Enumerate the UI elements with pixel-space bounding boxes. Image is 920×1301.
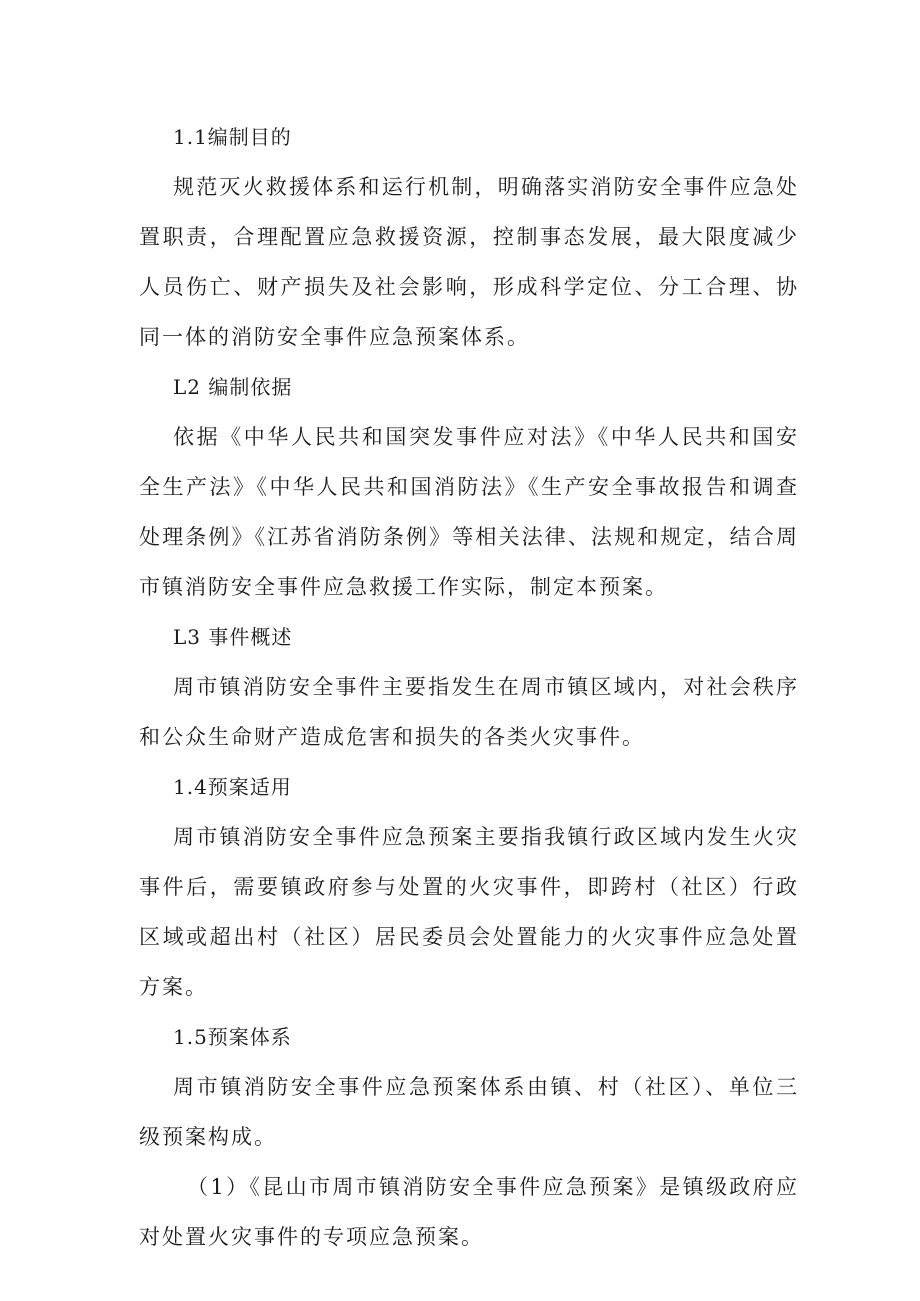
- section-heading-1-1: 1.1编制目的: [173, 125, 292, 149]
- section-heading-1-3: L3 事件概述: [173, 625, 293, 649]
- section-paragraph-1-4: 周市镇消防安全事件应急预案主要指我镇行政区域内发生火灾事件后，需要镇政府参与处置的火灾事件，即跨村（社区）行政区域或超出村（社区）居民委员会处置能力的火灾事件应急处置方案。: [139, 825, 799, 999]
- section-paragraph-1-1: 规范灭火救援体系和运行机制，明确落实消防安全事件应急处置职责，合理配置应急救援资源，控制事态发展，最大限度减少人员伤亡、财产损失及社会影响，形成科学定位、分工合理、协同一体的消防安全事件应急预案体系。: [139, 175, 799, 349]
- list-item-1: （1）《昆山市周市镇消防安全事件应急预案》是镇级政府应对处置火灾事件的专项应急预案。: [139, 1175, 799, 1249]
- section-heading-1-5: 1.5预案体系: [173, 1025, 292, 1049]
- section-paragraph-1-3: 周市镇消防安全事件主要指发生在周市镇区域内，对社会秩序和公众生命财产造成危害和损失的各类火灾事件。: [139, 675, 799, 749]
- document-page: [139, 112, 799, 1262]
- section-paragraph-1-2: 依据《中华人民共和国突发事件应对法》《中华人民共和国安全生产法》《中华人民共和国消防法》《生产安全事故报告和调查处理条例》《江苏省消防条例》等相关法律、法规和规定，结合周市镇消防安全事件应急救援工作实际，制定本预案。: [139, 425, 799, 599]
- section-heading-1-2: L2 编制依据: [173, 375, 293, 399]
- section-paragraph-1-5: 周市镇消防安全事件应急预案体系由镇、村（社区）、单位三级预案构成。: [139, 1075, 799, 1149]
- section-heading-1-4: 1.4预案适用: [173, 775, 292, 799]
